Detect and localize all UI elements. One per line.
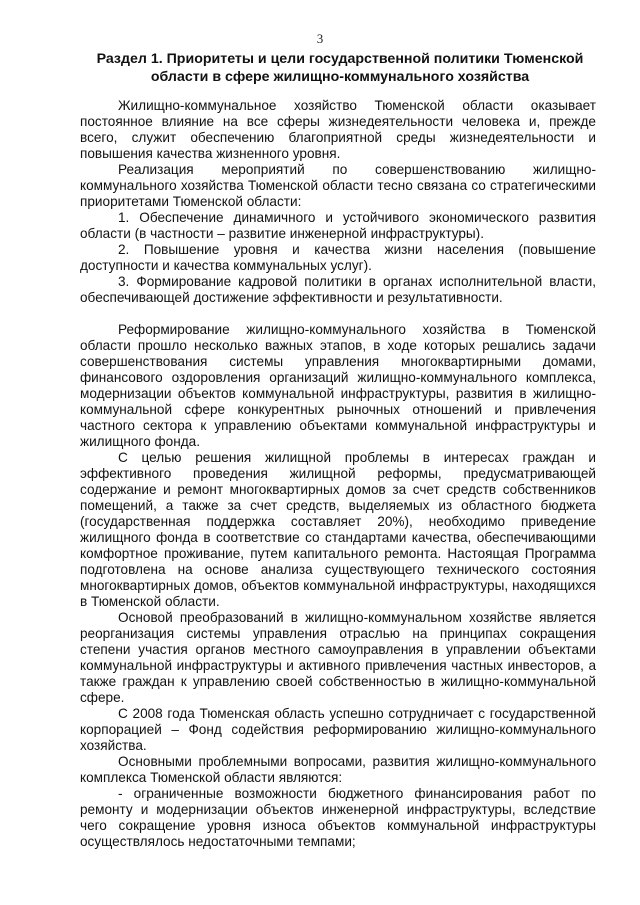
- section-heading-line-1: Раздел 1. Приоритеты и цели государственной политики Тюменской: [96, 51, 584, 67]
- paragraph-housing-problem: С целью решения жилищной проблемы в интересах граждан и эффективного проведения жилищной реформы, предусматривающей содержание и ремонт многоквартирных домов за счет средств собственников помещений, а также за счет средств, выделяемых из областного бюджета (государственная поддержка составляет 20%), необходимо приведение жилищного фонда в соответствие со стандартами качества, обеспечивающими комфортное проживание, путем капитального ремонта. Настоящая Программа подготовлена на основе анализа существующего технического состояния многоквартирных домов, объектов коммунальной инфраструктуры, находящихся в Тюменской области.: [80, 450, 596, 609]
- paragraph-reform-stages: Реформирование жилищно-коммунального хозяйства в Тюменской области прошло несколько важных этапов, в ходе которых решались задачи совершенствования системы управления многоквартирными домами, финансового оздоровления организаций жилищно-коммунального комплекса, модернизации объектов коммунальной инфраструктуры, развития в жилищно-коммунальной сфере конкурентных рыночных отношений и привлечения частного сектора к управлению объектами коммунальной инфраструктуры и жилищного фонда.: [80, 322, 596, 449]
- paragraph-priorities-lead: Реализация мероприятий по совершенствованию жилищно-коммунального хозяйства Тюменской области тесно связана со стратегическими приоритетами Тюменской области:: [80, 162, 596, 209]
- paragraph-problems-lead: Основными проблемными вопросами, развития жилищно-коммунального комплекса Тюменской области являются:: [80, 754, 596, 785]
- paragraph-intro: Жилищно-коммунальное хозяйство Тюменской области оказывает постоянное влияние на все сферы жизнедеятельности человека и, прежде всего, служит обеспечению благоприятной среды жизнедеятельности и повышения качества жизненного уровня.: [80, 98, 596, 161]
- paragraph-priority-2: 2. Повышение уровня и качества жизни населения (повышение доступности и качества коммунальных услуг).: [80, 242, 596, 273]
- page-number: 3: [316, 31, 324, 46]
- paragraph-problem-item-1: - ограниченные возможности бюджетного финансирования работ по ремонту и модернизации объектов инженерной инфраструктуры, вследствие чего сокращение уровня износа объектов коммунальной инфраструктуры осуществлялось недостаточными темпами;: [80, 786, 596, 849]
- paragraph-fund-cooperation: С 2008 года Тюменская область успешно сотрудничает с государственной корпорацией – Фонд содействия реформированию жилищно-коммунального хозяйства.: [80, 706, 596, 753]
- paragraph-reorganization: Основой преобразований в жилищно-коммунальном хозяйстве является реорганизация системы управления отраслью на принципах сокращения степени участия органов местного самоуправления в управлении объектами коммунальной инфраструктуры и активного привлечения частных инвесторов, а также граждан к управлению своей собственностью в жилищно-коммунальной сфере.: [80, 610, 596, 705]
- paragraph-priority-3: 3. Формирование кадровой политики в органах исполнительной власти, обеспечивающей достижение эффективности и результативности.: [80, 274, 596, 305]
- section-heading: [80, 50, 600, 86]
- body-text: [80, 98, 596, 850]
- paragraph-priority-1: 1. Обеспечение динамичного и устойчивого экономического развития области (в частности – развитие инженерной инфраструктуры).: [80, 210, 596, 241]
- section-heading-line-2: области в сфере жилищно-коммунального хозяйства: [150, 69, 530, 85]
- paragraph-spacer: [80, 306, 596, 322]
